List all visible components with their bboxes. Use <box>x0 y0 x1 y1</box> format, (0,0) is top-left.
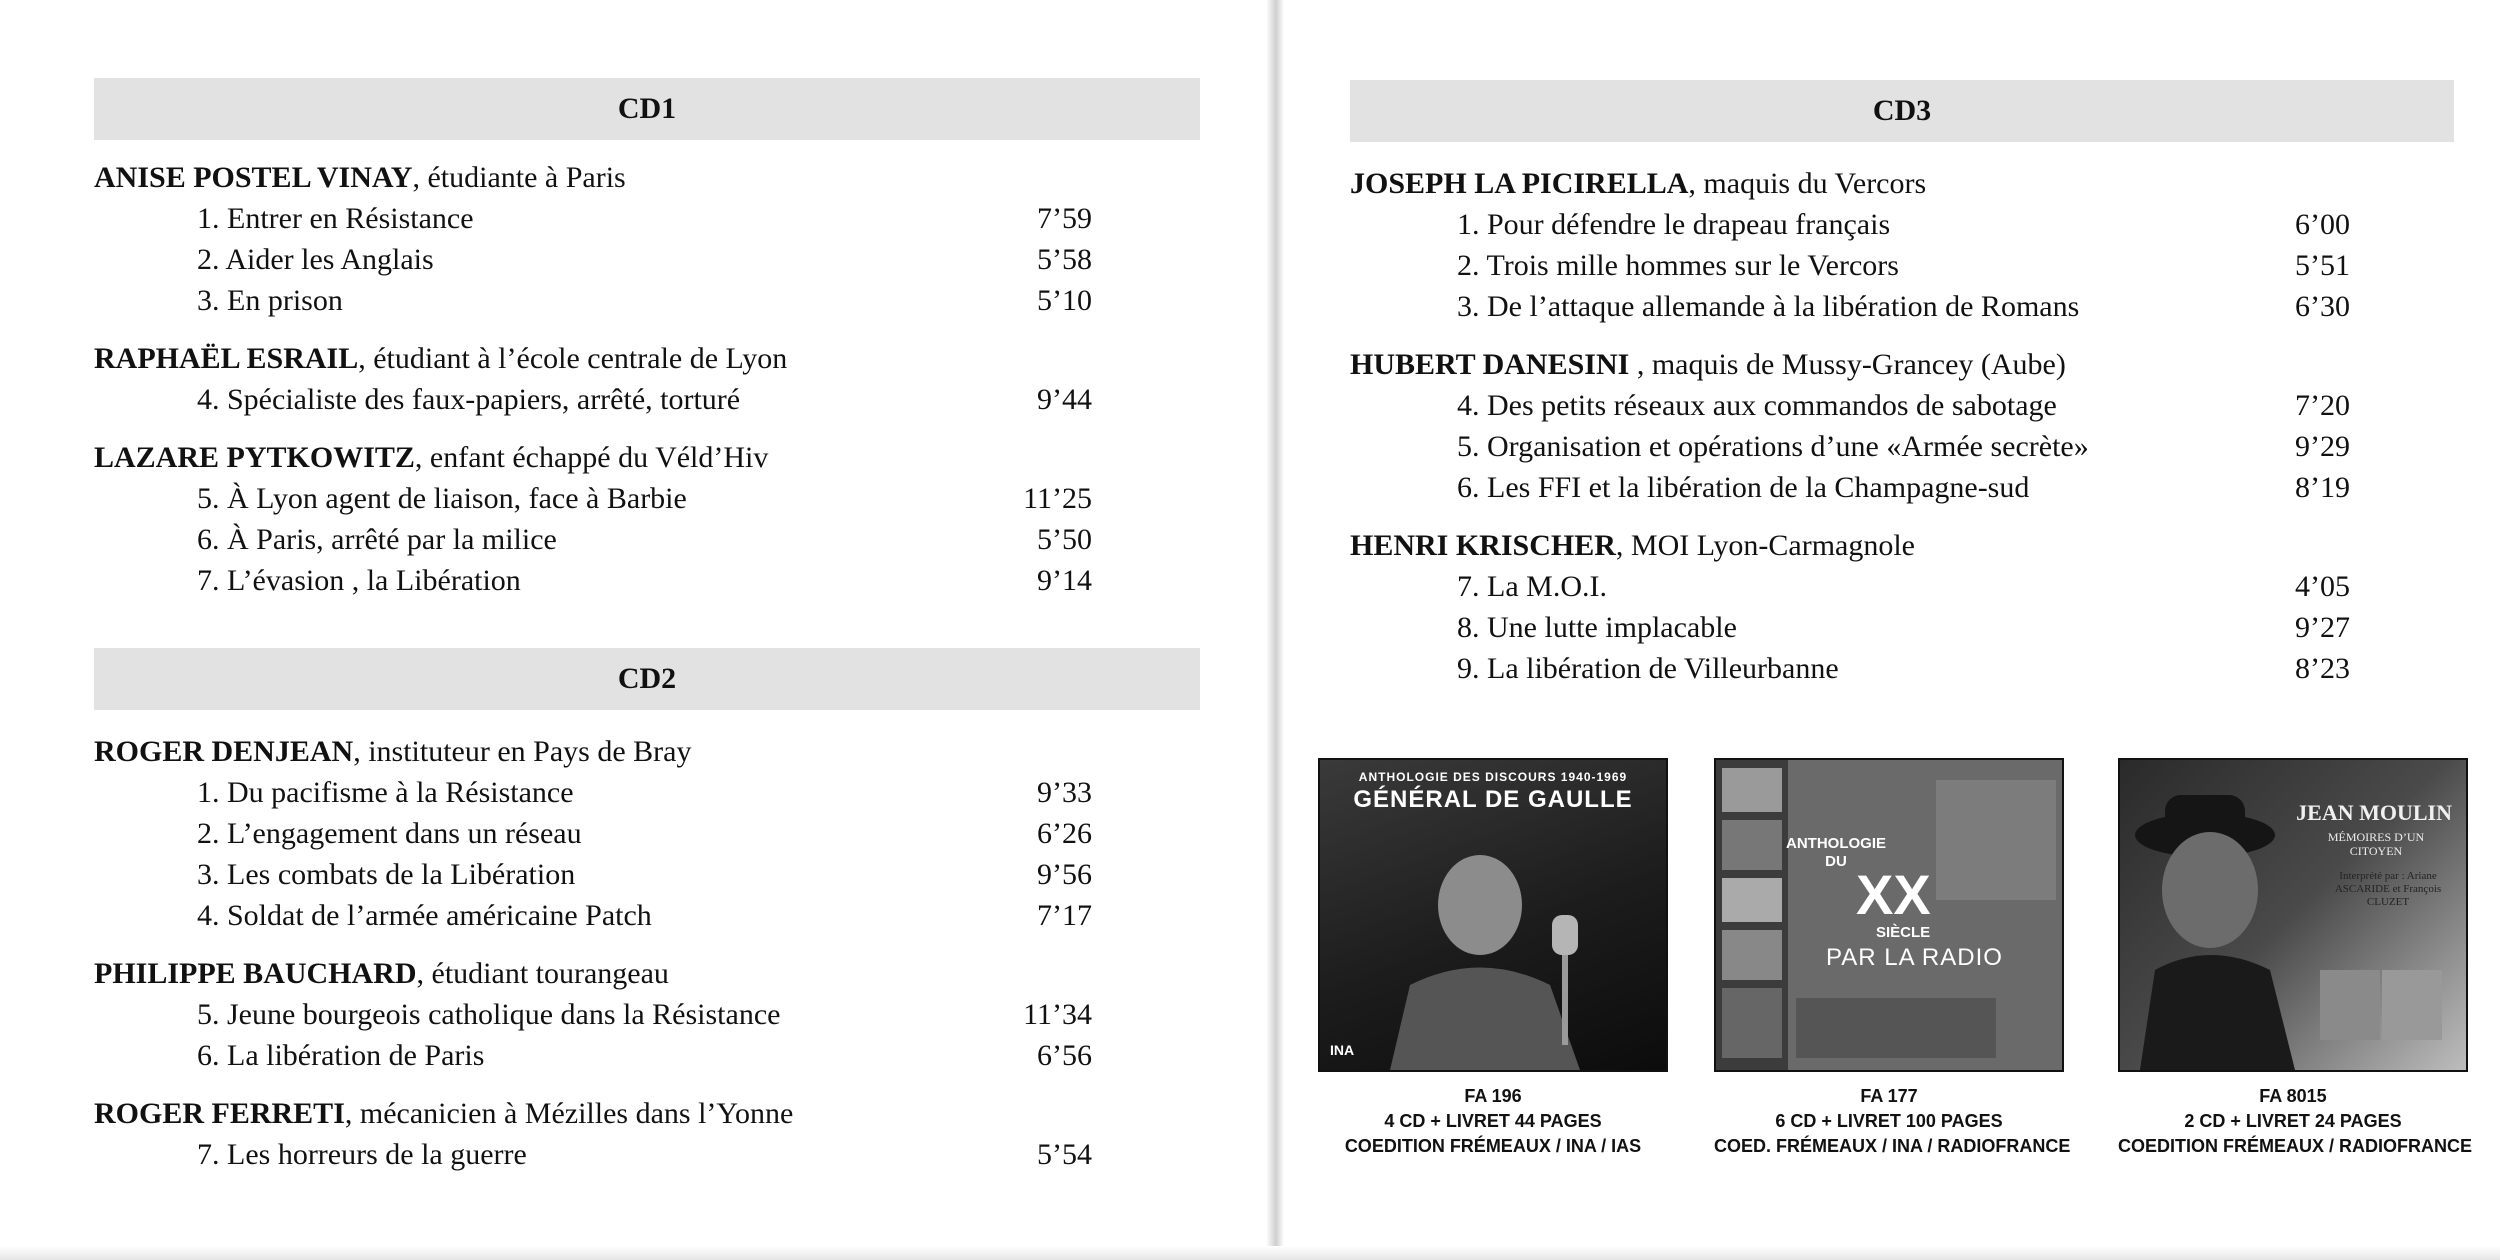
track-row: 5. Organisation et opérations d’une «Armée secrète» 9’29 <box>1457 430 2350 463</box>
cover-big-title: JEAN MOULIN <box>2296 800 2452 825</box>
portrait-silhouette-icon <box>1320 760 1666 1070</box>
track-row: 1. Entrer en Résistance 7’59 <box>197 202 1092 235</box>
cd1-track-list <box>94 158 1092 601</box>
artist-line: PHILIPPE BAUCHARD, étudiant tourangeau <box>94 957 669 990</box>
artist-line: ROGER DENJEAN, instituteur en Pays de Bray <box>94 735 692 768</box>
product-line2: COEDITION FRÉMEAUX / INA / IAS <box>1344 1136 1642 1156</box>
track-row: 6. La libération de Paris 6’56 <box>197 1039 1092 1072</box>
product-de-gaulle <box>1318 758 1668 1159</box>
track-row: 1. Pour défendre le drapeau français 6’00 <box>1457 208 2350 241</box>
cd1-header-label: CD1 <box>617 92 677 125</box>
booklet-gutter <box>1266 0 1284 1260</box>
cd2-header-label: CD2 <box>617 662 677 695</box>
track-row: 5. Jeune bourgeois catholique dans la Résistance 11’34 <box>197 998 1092 1031</box>
product-line1: 2 CD + LIVRET 24 PAGES <box>2184 1111 2402 1131</box>
cd3-header <box>1350 80 2454 142</box>
cover-big-title: XX <box>1856 863 1931 926</box>
product-line1: 4 CD + LIVRET 44 PAGES <box>1384 1111 1602 1131</box>
track-row: 6. Les FFI et la libération de la Champagne-sud 8’19 <box>1457 471 2350 504</box>
product-info <box>1318 1084 1668 1159</box>
cover-small-title: MÉMOIRES D’UN CITOYEN <box>2327 830 2425 858</box>
cd2-track-list <box>94 732 1092 1175</box>
track-row: 2. L’engagement dans un réseau 6’26 <box>197 817 1092 850</box>
track-row: 9. La libération de Villeurbanne 8’23 <box>1457 652 2350 685</box>
booklet-bottom-edge <box>0 1246 2500 1260</box>
artist-line: HUBERT DANESINI , maquis de Mussy-Grancey (Aube) <box>1350 348 2066 381</box>
product-ref: FA 177 <box>1860 1086 1918 1106</box>
artist-line: ANISE POSTEL VINAY, étudiante à Paris <box>94 161 626 194</box>
artist-line: JOSEPH LA PICIRELLA, maquis du Vercors <box>1350 167 1927 200</box>
product-line2: COEDITION FRÉMEAUX / RADIOFRANCE <box>2118 1136 2473 1156</box>
cover-de-gaulle <box>1318 758 1668 1072</box>
track-row: 7. Les horreurs de la guerre 5’54 <box>197 1138 1092 1171</box>
cover-interp: Interprété par : Ariane ASCARIDE et François CLUZET <box>2334 870 2442 908</box>
track-row: 5. À Lyon agent de liaison, face à Barbie 11’25 <box>197 482 1092 515</box>
cd3-header-label: CD3 <box>1872 94 1932 127</box>
artist-line: LAZARE PYTKOWITZ, enfant échappé du Véld’Hiv <box>94 441 769 474</box>
track-row: 8. Une lutte implacable 9’27 <box>1457 611 2350 644</box>
track-row: 6. À Paris, arrêté par la milice 5’50 <box>197 523 1092 556</box>
product-info <box>1714 1084 2071 1159</box>
product-info <box>2118 1084 2473 1159</box>
right-page <box>1278 0 2500 1260</box>
product-line1: 6 CD + LIVRET 100 PAGES <box>1775 1111 2003 1131</box>
track-row: 1. Du pacifisme à la Résistance 9’33 <box>197 776 1092 809</box>
track-row: 4. Soldat de l’armée américaine Patch 7’17 <box>197 899 1092 932</box>
cover-big-title: GÉNÉRAL DE GAULLE <box>1353 786 1633 813</box>
cd3-track-list <box>1350 164 2350 689</box>
track-row: 3. En prison 5’10 <box>197 284 1092 317</box>
cover-radio-title: PAR LA RADIO <box>1826 944 2003 971</box>
cd1-header <box>94 78 1200 140</box>
track-row: 3. Les combats de la Libération 9’56 <box>197 858 1092 891</box>
product-ref: FA 196 <box>1464 1086 1522 1106</box>
track-row: 7. La M.O.I. 4’05 <box>1457 570 2350 603</box>
track-row: 4. Des petits réseaux aux commandos de sabotage 7’20 <box>1457 389 2350 422</box>
product-xx-siecle <box>1714 758 2071 1159</box>
product-jean-moulin <box>2118 758 2473 1159</box>
artist-line: RAPHAËL ESRAIL, étudiant à l’école centrale de Lyon <box>94 342 788 375</box>
product-ref: FA 8015 <box>2259 1086 2327 1106</box>
track-row: 2. Trois mille hommes sur le Vercors 5’51 <box>1457 249 2350 282</box>
track-row: 4. Spécialiste des faux-papiers, arrêté, torturé 9’44 <box>197 383 1092 416</box>
cd2-header <box>94 648 1200 710</box>
product-line2: COED. FRÉMEAUX / INA / RADIOFRANCE <box>1714 1136 2071 1156</box>
cover-sub-title: SIÈCLE <box>1876 924 1931 941</box>
cover-xx-siecle <box>1714 758 2064 1072</box>
cover-jean-moulin <box>2118 758 2468 1072</box>
cover-small-title: ANTHOLOGIE DU <box>1786 835 1886 870</box>
cover-small-title: ANTHOLOGIE DES DISCOURS 1940-1969 <box>1358 770 1628 784</box>
track-row: 3. De l’attaque allemande à la libération de Romans 6’30 <box>1457 290 2350 323</box>
ina-logo: INA <box>1330 1042 1355 1058</box>
track-row: 2. Aider les Anglais 5’58 <box>197 243 1092 276</box>
track-row: 7. L’évasion , la Libération 9’14 <box>197 564 1092 597</box>
artist-line: HENRI KRISCHER, MOI Lyon-Carmagnole <box>1350 529 1915 562</box>
artist-line: ROGER FERRETI, mécanicien à Mézilles dans l’Yonne <box>94 1097 794 1130</box>
